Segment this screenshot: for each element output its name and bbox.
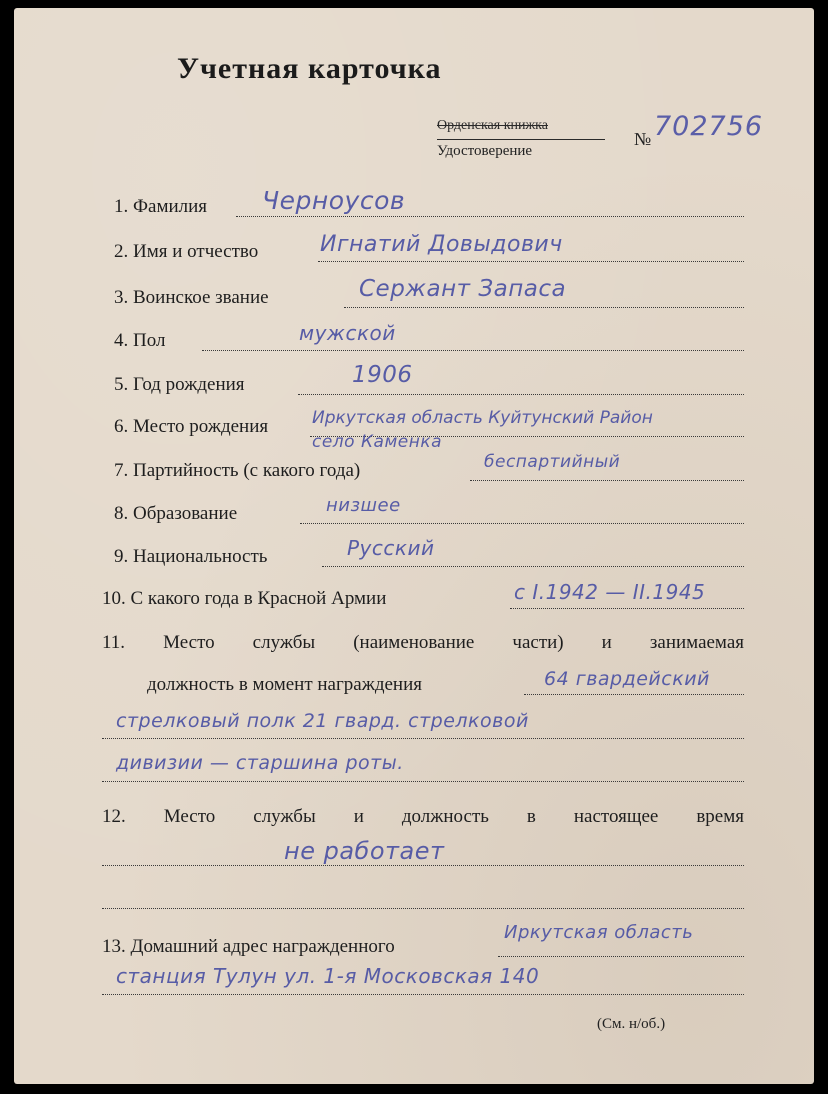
field-service-value-1: 64 гвардейский: [544, 668, 710, 690]
field-sex-line: [202, 350, 744, 351]
field-name-label: 2. Имя и отчество: [114, 241, 259, 262]
field-service-value-2: стрелковый полк 21 гвард. стрелковой: [116, 710, 529, 732]
field-home-address-value-1: Иркутская область: [504, 922, 694, 943]
field-birthplace-label: 6. Место рождения: [114, 416, 269, 437]
certificate-number: 702756: [654, 111, 764, 142]
field-name-value: Игнатий Довыдович: [320, 232, 563, 257]
field-current-service-value: не работает: [284, 837, 445, 865]
field-army-since-line: [510, 608, 744, 609]
field-rank-value: Сержант Запаса: [359, 276, 567, 302]
number-sign: №: [634, 129, 652, 149]
field-nationality-line: [322, 566, 744, 567]
field-nationality-label: 9. Национальность: [114, 546, 268, 567]
field-birthplace-value: Иркутская область Куйтунский Район: [312, 408, 653, 428]
field-surname-value: Черноусов: [262, 186, 406, 215]
field-home-address-label: 13. Домашний адрес награжденного: [102, 936, 395, 957]
field-surname-label: 1. Фамилия: [114, 196, 208, 217]
field-birth-year-line: [298, 394, 744, 395]
field-service-place-label: 11. Место службы (наименование части) и занимаемая: [102, 632, 744, 653]
field-education-label: 8. Образование: [114, 503, 238, 524]
field-home-address-line-1: [498, 956, 744, 957]
see-reverse-note: (См. н/об.): [597, 1016, 666, 1032]
struck-order-book-label: Орденская книжка: [437, 118, 548, 133]
field-birth-year-value: 1906: [352, 362, 413, 388]
field-birth-year-label: 5. Год рождения: [114, 374, 245, 395]
field-party-label: 7. Партийность (с какого года): [114, 460, 361, 481]
field-sex-label: 4. Пол: [114, 330, 166, 351]
field-home-address-line-2: [102, 994, 744, 995]
field-name-line: [318, 261, 744, 262]
field-education-value: низшее: [326, 495, 401, 516]
field-service-line-1: [524, 694, 744, 695]
field-rank-line: [344, 307, 744, 308]
field-army-since-label: 10. С какого года в Красной Армии: [102, 588, 387, 609]
field-education-line: [300, 523, 744, 524]
field-current-service-label: 12. Место службы и должность в настоящее время: [102, 806, 744, 827]
field-current-service-line-2: [102, 908, 744, 909]
field-nationality-value: Русский: [347, 536, 435, 560]
field-service-position-label: должность в момент награждения: [147, 674, 423, 695]
certificate-divider: [437, 139, 605, 140]
field-army-since-value: с I.1942 — II.1945: [514, 580, 706, 604]
field-birthplace-value-2: село Каменка: [312, 432, 443, 452]
field-rank-label: 3. Воинское звание: [114, 287, 269, 308]
field-sex-value: мужской: [299, 321, 396, 345]
field-service-line-3: [102, 781, 744, 782]
field-home-address-value-2: станция Тулун ул. 1-я Московская 140: [116, 964, 540, 988]
field-current-service-line-1: [102, 865, 744, 866]
card-title: Учетная карточка: [177, 52, 442, 85]
certificate-label: Удостоверение: [437, 143, 533, 159]
field-party-value: беспартийный: [484, 452, 621, 472]
field-surname-line: [236, 216, 744, 217]
field-service-value-3: дивизии — старшина роты.: [116, 752, 404, 774]
field-service-line-2: [102, 738, 744, 739]
record-card: [14, 8, 814, 1084]
field-party-line: [470, 480, 744, 481]
